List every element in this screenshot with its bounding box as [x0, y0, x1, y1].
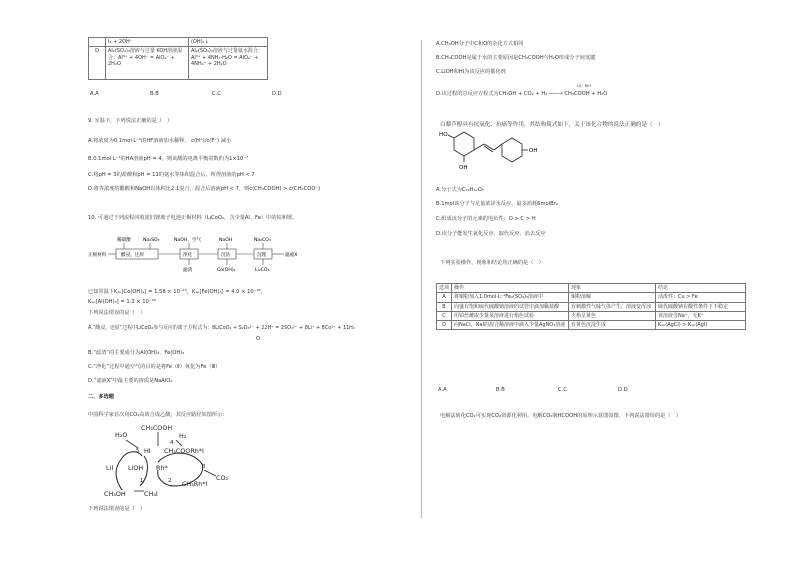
table-row: [437, 293, 746, 302]
section-multiple-choice: 二、多选题: [88, 394, 114, 400]
label-n1: 1: [140, 478, 144, 484]
table-row: [89, 38, 268, 47]
label-ch3cooh: CH₃COOH: [141, 424, 173, 432]
q10-option-a[interactable]: A.“酸浸、还原”过程中LiCoO₂参与反应的离子方程式为：8LiCoO₂ + S₂O₃²⁻ + 22H⁺ = 2SO₄²⁻ + 8Li⁺ + 8Co²⁺ + 11H₂: [88, 325, 355, 331]
table-row: [89, 47, 268, 80]
q9-stem: 9. 室温下，下列说法正确的是（ ）: [88, 118, 173, 124]
q10-known-2: Kₛₚ[Al(OH)₃] = 1.3 × 10⁻³³: [88, 299, 156, 305]
q9-option-c[interactable]: C.将pH = 3的盐酸和pH = 11的氨水等体积混合后，所得溶液的pH < 7: [88, 172, 255, 178]
flow-residue: 滤渣: [183, 268, 193, 273]
q13-choice-b[interactable]: B.B: [496, 387, 505, 393]
flow-end-label: 滤液X: [285, 253, 298, 258]
q13-experiment-table: [436, 283, 746, 330]
q8-choice-b[interactable]: B.B: [150, 91, 159, 97]
q12-stem: 白藜芦醇具有抗氧化、抗癌等作用，其结构简式如下，关于该化合物的说法正确的是（ ）: [440, 122, 664, 128]
flow-step-leach-label: 酸浸、还原: [121, 253, 144, 258]
q11-option-d-condition: LiI、Rh*: [577, 84, 592, 88]
flow-step-co-label: 沉钴: [221, 253, 231, 258]
label-lioh: LiOH: [128, 464, 144, 472]
flow-reagent-naoh: NaOH: [219, 238, 233, 243]
q12-option-c[interactable]: C.组成该分子的元素的电负性：O > C > H: [436, 216, 536, 222]
table-header-cell: 现象: [569, 284, 656, 293]
label-n3: 3: [202, 464, 206, 470]
table-cell: D: [437, 321, 452, 330]
table-header-cell: 操作: [452, 284, 569, 293]
table-row: [437, 302, 746, 311]
table-header-cell: 选项: [437, 284, 452, 293]
label-rh: Rh*: [156, 464, 168, 472]
q14-stem: 电解法转化CO₂可实现CO₂资源化利用。电解CO₂制HCOOH的原理示意图如图。下列说法错误的是（ ）: [440, 413, 681, 419]
q10-option-b[interactable]: B.“滤渣”的主要成分为Al(OH)₃、Fe(OH)₃: [88, 350, 185, 356]
q10-stem: 10. 可通过下列流程回收废旧锂离子电池正极材料（LiCoO₂，含少量Al、Fe）中的钴和锂。: [88, 215, 298, 221]
flow-reagent-na2co3: Na₂CO₃: [254, 238, 271, 243]
table-cell: 向NaCl、NaI的混合稀溶液中滴入少量AgNO₃溶液: [452, 321, 569, 330]
q10-ask: 下列说法错误的是（ ）: [88, 310, 146, 316]
column-divider: [421, 40, 422, 518]
q9-option-a[interactable]: A.将浓度为0.1mol·L⁻¹的HF溶液加水稀释， c(H⁺)/c(F⁻) 减小: [88, 138, 232, 144]
q11-reaction-cycle: [98, 420, 278, 498]
hydroxyl-label: HO: [439, 132, 448, 138]
flow-reagent-naoh-air: NaOH、空气: [174, 238, 202, 243]
label-ch3rh: CH₃Rh*I: [182, 480, 208, 488]
left-column: [88, 0, 406, 562]
q12-option-a[interactable]: A.分子式为C₁₄H₁₂O₃: [436, 187, 484, 193]
label-ch3oh: CH₃OH: [104, 490, 126, 498]
label-n4: 4: [170, 440, 174, 446]
q13-choice-a[interactable]: A.A: [438, 387, 447, 393]
hydroxyl-label: OH: [459, 165, 468, 171]
table-cell: Al₂(SO₄)₃溶液与过量 KOH溶液混合：Al³⁺ + 4OH⁻ = AlO₂⁻ + 2H₂O: [106, 47, 189, 80]
flow-start-label: 正极材料: [88, 253, 107, 258]
table-cell: [89, 38, 106, 47]
right-column: [436, 0, 748, 562]
q10-flow-diagram: [88, 234, 406, 274]
flow-step-li-label: 沉锂: [257, 253, 267, 258]
q8-choice-a[interactable]: A.A: [90, 91, 99, 97]
table-cell: 将铜粉加入1.0mol·L⁻¹Fe₂(SO₄)₃溶液中: [452, 293, 569, 302]
q10-option-c[interactable]: C.“净化”过程中通空气的目的是将Fe（Ⅱ）氧化为Fe（Ⅲ）: [88, 364, 221, 370]
label-ch3i: CH₃I: [144, 490, 158, 498]
q11-option-d[interactable]: D.该过程的总反应方程式为CH₃OH + CO₂ + H₂ ───→ CH₃COOH + H₂O: [436, 91, 608, 97]
table-cell: I₂ + 2OH⁻: [106, 38, 189, 47]
flow-coh2: Co(OH)₂: [217, 268, 236, 273]
q10-known-1: 已知常温下Kₛₚ[Co(OH)₂] = 1.58 × 10⁻¹⁵，Kₛₚ[Fe(OH)₃] = 4.0 × 10⁻³⁸，: [88, 289, 266, 295]
q12-option-d[interactable]: D.该分子能发生氧化反应、取代反应、消去反应: [436, 231, 546, 237]
q12-option-b[interactable]: B.1mol该分子与足量浓溠水反应，最多消耗6molBr₂: [436, 201, 558, 207]
table-header-cell: 结论: [656, 284, 746, 293]
label-hi: HI: [144, 447, 151, 455]
q13-choice-d[interactable]: D.D: [618, 387, 628, 393]
q11-stem: 中国科学家首次用CO₂高效合成乙酸，其反应路径如图所示：: [88, 412, 228, 418]
q13-choice-c[interactable]: C.C: [558, 387, 567, 393]
table-cell: C: [437, 311, 452, 320]
flow-li2co3: Li₂CO₃: [255, 268, 270, 273]
q9-option-d[interactable]: D.将等浓度的醋酸和NaOH以体积比2:1混合，混合后溶液pH < 7，则c(CH₃COOH) > c(CH₃COO⁻): [88, 186, 321, 192]
table-cell: 该溶液含Na⁺，无K⁺: [656, 311, 746, 320]
table-header-row: [437, 284, 746, 293]
table-cell: 有刺激性气味气体产生，溶液变浑浊: [569, 302, 656, 311]
resveratrol-structure: [436, 128, 586, 180]
table-cell: A: [437, 293, 452, 302]
q8-option-table: [88, 37, 268, 80]
q11-option-a[interactable]: A.CH₃OH分子中C和O的杂化方式相同: [436, 41, 524, 47]
label-n2: 2: [168, 478, 172, 484]
label-h2o: H₂O: [115, 431, 128, 439]
q11-option-c[interactable]: C.LiOH和HI为该反应的催化剂: [436, 69, 506, 75]
label-co2: CO₂: [216, 474, 229, 482]
table-cell: 铜粉溶解: [569, 293, 656, 302]
flow-reagent-na2so3: Na₂SO₃: [143, 238, 160, 243]
q11-option-b[interactable]: B.CH₃COOH是属于水的主要原因是CH₃COOH与H₂O形成分子间氢键: [436, 55, 596, 61]
table-row: [437, 311, 746, 320]
table-cell: 向盛有饱和硫代硫酸钠溶液的试管中滴加稀盐酸: [452, 302, 569, 311]
table-cell: 硫代硫酸钠在酸性条件下不稳定: [656, 302, 746, 311]
q9-option-b[interactable]: B.0.1mol·L⁻¹的HA溶液pH = 4，则该酸的电离平衡常数约为1×10⁻⁷: [88, 156, 249, 162]
table-cell: (OH)₂↓: [189, 38, 268, 47]
label-h2: H₂: [179, 432, 187, 440]
table-cell: 活泼性：Cu > Fe: [656, 293, 746, 302]
table-cell: D: [89, 47, 106, 80]
table-cell: 火焰呈黄色: [569, 311, 656, 320]
table-cell: B: [437, 302, 452, 311]
q10-option-d[interactable]: D.“滤液X”中最主要的溶质是NaAlO₂: [88, 378, 173, 384]
table-row: [437, 321, 746, 330]
label-lii: LiI: [106, 464, 114, 472]
hydroxyl-label: OH: [529, 148, 538, 154]
q8-choice-d[interactable]: D.D: [272, 91, 282, 97]
label-n5: 5: [136, 448, 140, 454]
table-cell: 用铂丝蘸取少量某溶液进行焰色试验: [452, 311, 569, 320]
table-cell: Kₛₚ(AgCl) > Kₛₚ(AgI): [656, 321, 746, 330]
flow-step-purify-label: 净化: [183, 253, 193, 258]
q11-ask: 下列说法错误的是（ ）: [88, 506, 146, 512]
q8-choice-c[interactable]: C.C: [212, 91, 221, 97]
q13-stem: 下列实验操作、现象和结论均正确的是（ ）: [440, 260, 544, 266]
table-cell: Al₂(SO₄)₃溶液与过量氨水混合：Al³⁺ + 4NH₃·H₂O = AlO₂⁻ + 4NH₄⁺ + 2H₂O: [189, 47, 268, 80]
flow-reagent-h2so4: 稀硫酸: [117, 238, 131, 243]
q10-option-a-tail: O: [256, 336, 261, 342]
table-cell: 有黄色沉淀生成: [569, 321, 656, 330]
label-ch3coorh: CH₃COORh*I: [164, 447, 204, 455]
